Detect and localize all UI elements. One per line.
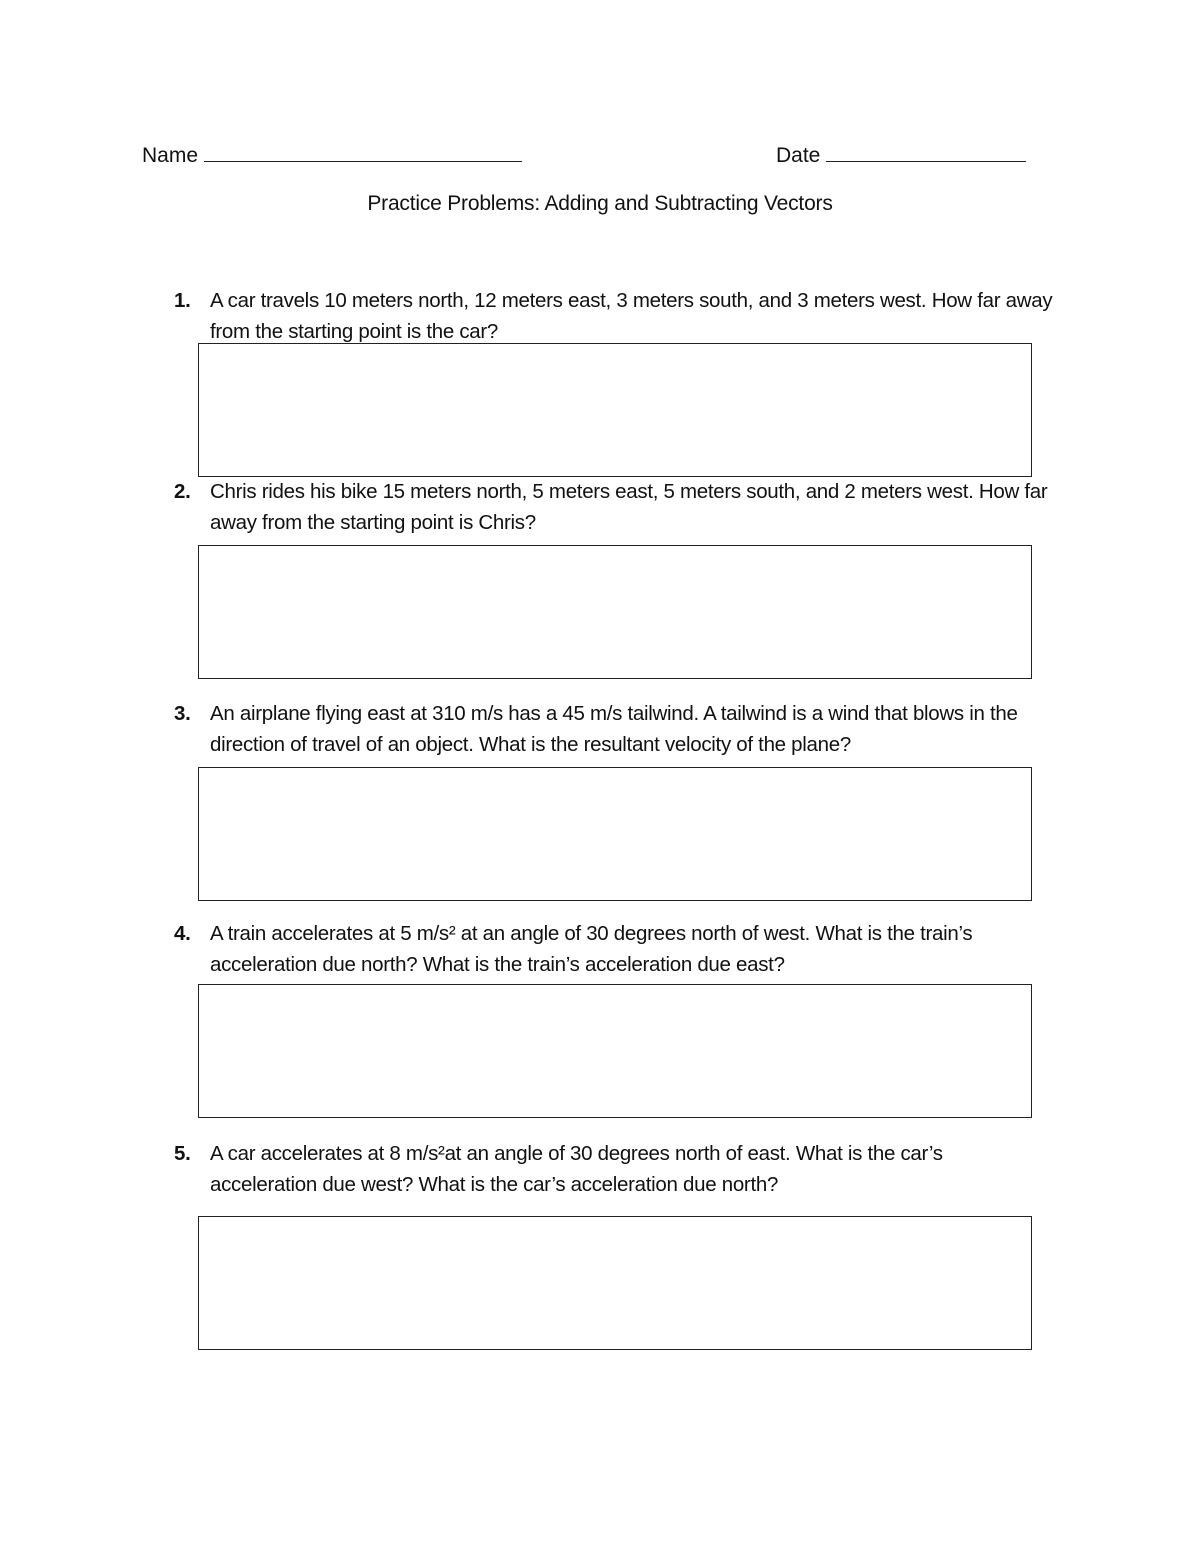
question-5 — [174, 1138, 1054, 1200]
question-4 — [174, 918, 1054, 980]
question-text: An airplane flying east at 310 m/s has a 45 m/s tailwind. A tailwind is a wind that blows in the direction of travel of an object. What is the resultant velocity of the plane? — [210, 702, 1018, 756]
question-number: 1. — [174, 289, 191, 312]
page-title: Practice Problems: Adding and Subtracting Vectors — [367, 192, 833, 215]
question-number: 4. — [174, 922, 191, 945]
date-row — [776, 142, 1026, 170]
question-text: A train accelerates at 5 m/s² at an angle of 30 degrees north of west. What is the train’s acceleration due north? What is the train’s acceleration due east? — [210, 922, 973, 976]
question-text: A car accelerates at 8 m/s²at an angle of 30 degrees north of east. What is the car’s acceleration due west? What is the car’s acceleration due north? — [210, 1142, 943, 1196]
answer-box-1[interactable] — [198, 343, 1032, 477]
answer-box-4[interactable] — [198, 984, 1032, 1118]
name-blank-line[interactable] — [204, 143, 522, 162]
question-text: A car travels 10 meters north, 12 meters east, 3 meters south, and 3 meters west. How far away from the starting point is the car? — [210, 289, 1053, 343]
date-blank-line[interactable] — [826, 143, 1026, 162]
question-text: Chris rides his bike 15 meters north, 5 meters east, 5 meters south, and 2 meters west. How far away from the starting point is Chris? — [210, 480, 1048, 534]
question-number: 2. — [174, 480, 191, 503]
question-1 — [174, 285, 1054, 347]
name-row — [142, 142, 522, 170]
name-label: Name — [142, 144, 199, 167]
answer-box-5[interactable] — [198, 1216, 1032, 1350]
question-number: 5. — [174, 1142, 191, 1165]
date-label: Date — [776, 144, 821, 167]
question-3 — [174, 698, 1054, 760]
question-2 — [174, 476, 1054, 538]
question-number: 3. — [174, 702, 191, 725]
answer-box-2[interactable] — [198, 545, 1032, 679]
answer-box-3[interactable] — [198, 767, 1032, 901]
